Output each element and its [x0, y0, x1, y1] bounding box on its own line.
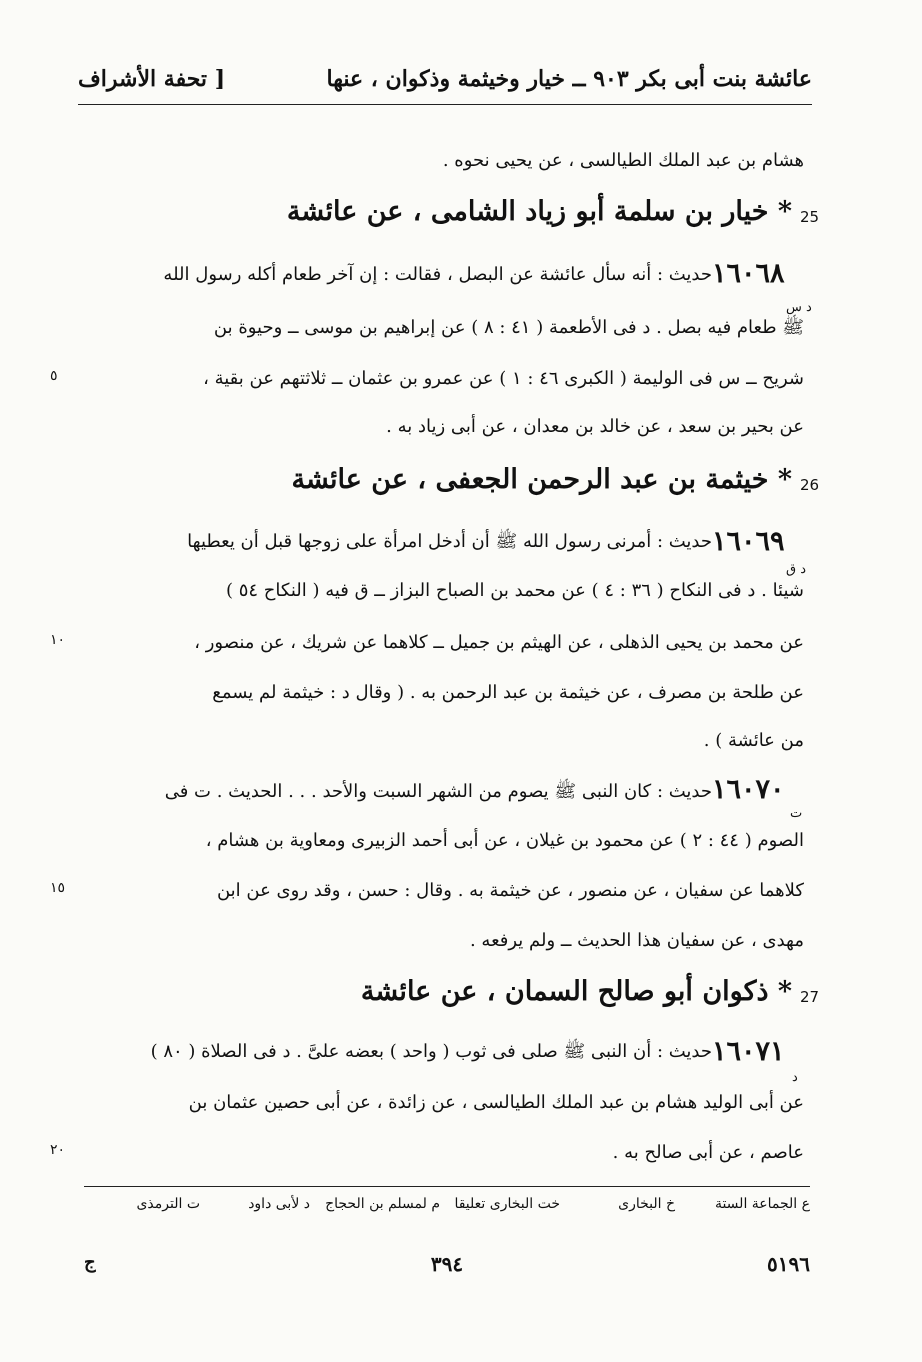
hadith-line: شريح ــ س فى الوليمة ( الكبرى ٤٦ : ١ ) عن عمرو بن عثمان ــ ثلاثتهم عن بقية ، [203, 368, 804, 389]
running-number: ٥١٩٦ [767, 1252, 810, 1276]
sigla: د س [786, 300, 812, 315]
legend-item: م لمسلم بن الحجاج [325, 1196, 440, 1212]
section-number: 25 [800, 208, 820, 226]
header-book-title: [ تحفة الأشراف [78, 66, 226, 92]
hadith-number: ١٦٠٦٨ [712, 258, 785, 289]
legend-item: د لأبى داود [248, 1196, 310, 1212]
hadith-line: حديث : أمرنى رسول الله ﷺ أن أدخل امرأة على زوجها قبل أن يعطيها [187, 531, 712, 552]
intro-line: هشام بن عبد الملك الطيالسى ، عن يحيى نحوه . [442, 150, 804, 171]
page-header [78, 66, 812, 102]
hadith-line: عاصم ، عن أبى صالح به . [612, 1142, 804, 1163]
line-number: ٥ [50, 368, 58, 384]
legend-item: ع الجماعة الستة [714, 1196, 810, 1212]
page-footer [84, 1252, 810, 1280]
hadith-line: مهدى ، عن سفيان هذا الحديث ــ ولم يرفعه . [469, 930, 804, 951]
legend-item: خت البخارى تعليقا [454, 1196, 560, 1212]
line-number: ١٥ [50, 880, 66, 896]
legend-item: ت الترمذى [136, 1196, 200, 1212]
section-title: * خيثمة بن عبد الرحمن الجعفى ، عن عائشة [291, 464, 792, 495]
section-title: * خيار بن سلمة أبو زياد الشامى ، عن عائشة [286, 196, 792, 227]
section-number: 27 [800, 988, 820, 1006]
line-number: ٢٠ [50, 1142, 66, 1158]
sigla-legend [84, 1196, 810, 1222]
hadith-number: ١٦٠٧٠ [712, 774, 785, 805]
hadith-number: ١٦٠٦٩ [712, 526, 785, 557]
sigla: ت [790, 806, 803, 821]
hadith-line: حديث : أنه سأل عائشة عن البصل ، فقالت : إن آخر طعام أكله رسول الله [163, 264, 712, 285]
page-number: ٣٩٤ [430, 1252, 464, 1276]
hadith-line: كلاهما عن سفيان ، عن منصور ، عن خيثمة به . وقال : حسن ، وقد روى عن ابن [216, 880, 804, 901]
hadith-line: حديث : أن النبى ﷺ صلى فى ثوب ( واحد ) بعضه علىَّ . د فى الصلاة ( ٨٠ ) [150, 1041, 712, 1062]
header-title: عائشة بنت أبى بكر ٩٠٣ ــ خيار وخيثمة وذكوان ، عنها [326, 66, 812, 92]
sigla: د [792, 1070, 798, 1085]
hadith-number: ١٦٠٧١ [712, 1036, 785, 1067]
hadith-line: الصوم ( ٤٤ : ٢ ) عن محمود بن غيلان ، عن أبى أحمد الزبيرى ومعاوية بن هشام ، [205, 830, 804, 851]
footer-signature: ج [84, 1252, 96, 1273]
sigla: د ق [786, 562, 807, 577]
hadith-line: عن بحير بن سعد ، عن خالد بن معدان ، عن أبى زياد به . [386, 416, 804, 437]
section-title: * ذكوان أبو صالح السمان ، عن عائشة [360, 976, 792, 1007]
footnote-rule [84, 1186, 810, 1187]
hadith-line: ﷺ طعام فيه بصل . د فى الأطعمة ( ٤١ : ٨ ) عن إبراهيم بن موسى ــ وحيوة بن [213, 317, 804, 338]
line-number: ١٠ [50, 632, 66, 648]
hadith-line: عن محمد بن يحيى الذهلى ، عن الهيثم بن جميل ــ كلاهما عن شريك ، عن منصور ، [194, 632, 804, 653]
hadith-line: عن طلحة بن مصرف ، عن خيثمة بن عبد الرحمن به . ( وقال د : خيثمة لم يسمع [212, 682, 804, 703]
hadith-line: عن أبى الوليد هشام بن عبد الملك الطيالسى ، عن زائدة ، عن أبى حصين عثمان بن [188, 1092, 804, 1113]
hadith-line: من عائشة ) . [703, 730, 804, 751]
section-number: 26 [800, 476, 820, 494]
header-rule [78, 104, 812, 105]
legend-item: خ البخارى [618, 1196, 675, 1212]
hadith-line: شيئا . د فى النكاح ( ٣٦ : ٤ ) عن محمد بن الصباح البزاز ــ ق فيه ( النكاح ٥٤ ) [225, 580, 804, 601]
hadith-line: حديث : كان النبى ﷺ يصوم من الشهر السبت والأحد . . . الحديث . ت فى [164, 781, 712, 802]
